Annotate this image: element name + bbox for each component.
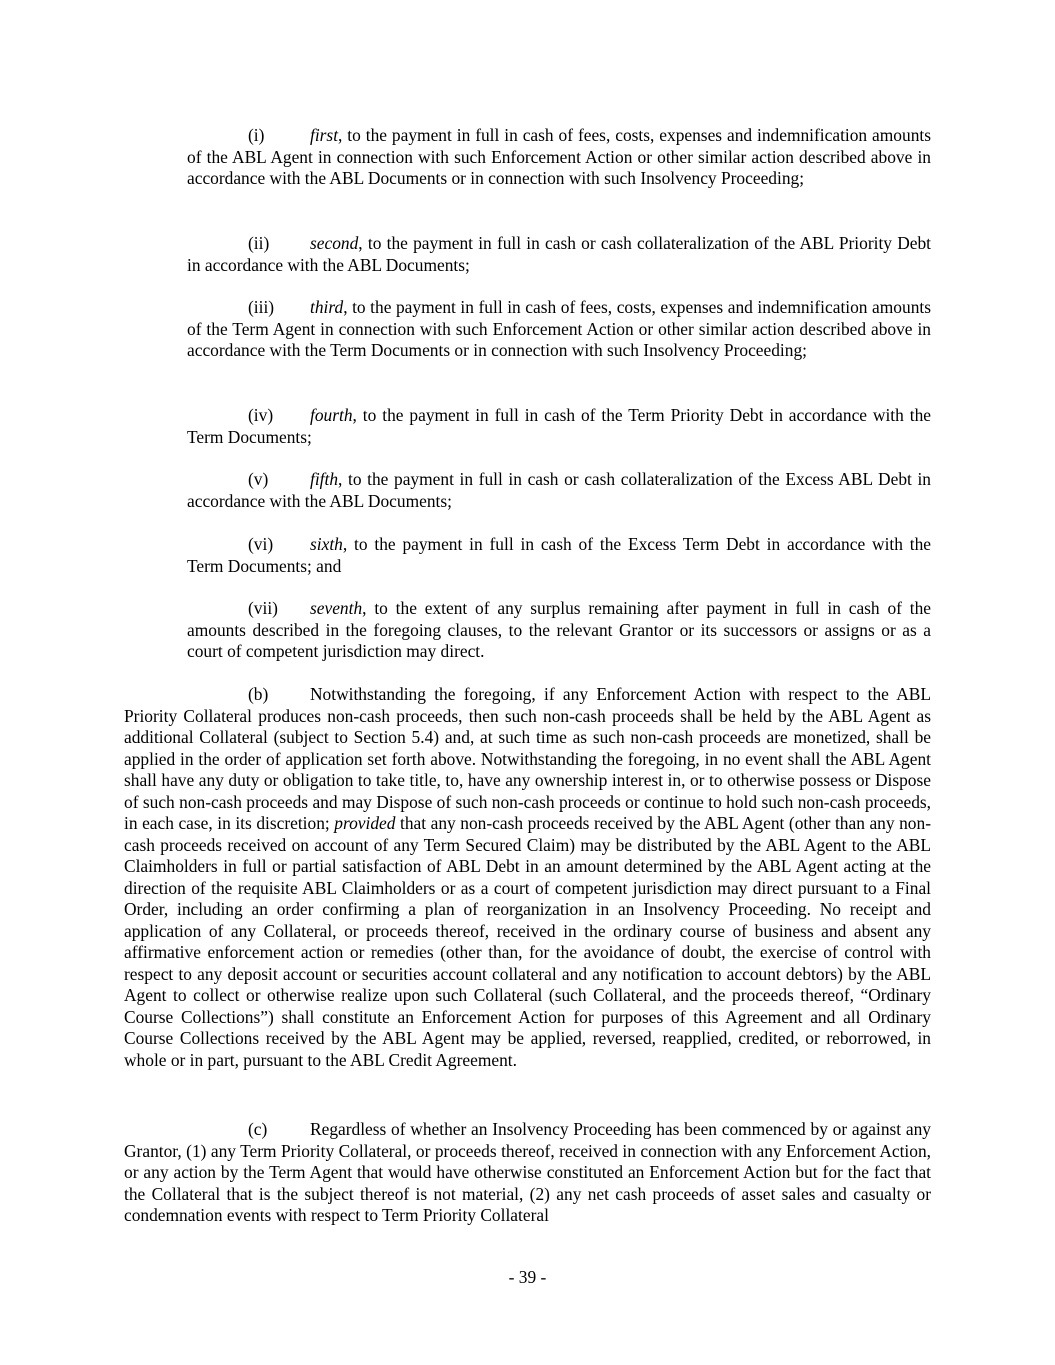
clause-text: , to the payment in full in cash or cash collateralization of the Excess ABL Debt in accordance with the ABL Documents; (187, 469, 931, 511)
clause-lead-word: second (310, 233, 359, 253)
page-number: - 39 - (508, 1267, 547, 1287)
paragraph-number: (b) (248, 684, 269, 704)
paragraph-italic-word: provided (334, 813, 396, 833)
clause-number: (i) (248, 125, 265, 145)
paragraph-text-continued: that any non-cash proceeds received by the ABL Agent (other than any non-cash proceeds received on account of any Term Secured Claim) may be distributed by the ABL Agent to the ABL Claimholders in full or partial satisfaction of ABL Debt in an amount determined by the ABL Agent acting at the direction of the requisite ABL Claimholders or as a court of competent jurisdiction may direct pursuant to a Final Order, including an order confirming a plan of reorganization in an Insolvency Proceeding. No receipt and application of any Collateral, or proceeds thereof, received in the ordinary course of business and absent any affirmative enforcement action or remedies (other than, for the avoidance of doubt, the exercise of control with respect to any deposit account or securities account collateral and any notification to account debtors) by the ABL Agent to collect or otherwise realize upon such Collateral (such Collateral, and the proceeds thereof, “Ordinary Course Collections”) shall constitute an Enforcement Action for purposes of this Agreement and all Ordinary Course Collections received by the ABL Agent may be applied, reversed, reapplied, credited, or reborrowed, in whole or in part, pursuant to the ABL Credit Agreement. (124, 813, 931, 1070)
clause-text: , to the payment in full in cash of the Excess Term Debt in accordance with the Term Documents; and (187, 534, 931, 576)
clause-iii (187, 297, 931, 362)
paragraph-c (124, 1119, 931, 1227)
clause-number: (ii) (248, 233, 270, 253)
clause-lead-word: first (310, 125, 339, 145)
clause-text: , to the extent of any surplus remaining after payment in full in cash of the amounts described in the foregoing clauses, to the relevant Grantor or its successors or assigns or as a court of competent jurisdiction may direct. (187, 598, 931, 661)
clause-i (187, 125, 931, 190)
clause-text: , to the payment in full in cash of fees, costs, expenses and indemnification amounts of the Term Agent in connection with such Enforcement Action or other similar action described above in accordance with the Term Documents or in connection with such Insolvency Proceeding; (187, 297, 931, 360)
paragraph-text: Notwithstanding the foregoing, if any Enforcement Action with respect to the ABL Priority Collateral produces non-cash proceeds, then such non-cash proceeds shall be held by the ABL Agent as additional Collateral (subject to Section 5.4) and, at such time as such non-cash proceeds are monetized, shall be applied in the order of application set forth above. Notwithstanding the foregoing, in no event shall the ABL Agent shall have any duty or obligation to take title, to, have any ownership interest in, or to otherwise possess or Dispose of such non-cash proceeds and may Dispose of such non-cash proceeds or continue to hold such non-cash proceeds, in each case, in its discretion; (124, 684, 931, 833)
clause-number: (iv) (248, 405, 274, 425)
paragraph-b (124, 684, 931, 1071)
clause-iv (187, 405, 931, 448)
clause-ii (187, 233, 931, 276)
clause-number: (vi) (248, 534, 274, 554)
clause-number: (v) (248, 469, 269, 489)
clause-lead-word: fifth (310, 469, 339, 489)
clause-lead-word: seventh (310, 598, 363, 618)
paragraph-number: (c) (248, 1119, 268, 1139)
clause-vii (187, 598, 931, 663)
clause-lead-word: fourth (310, 405, 353, 425)
clause-number: (iii) (248, 297, 275, 317)
clause-text: , to the payment in full in cash or cash collateralization of the ABL Priority Debt in accordance with the ABL Documents; (187, 233, 931, 275)
clause-v (187, 469, 931, 512)
clause-vi (187, 534, 931, 577)
clause-text: , to the payment in full in cash of the Term Priority Debt in accordance with the Term Documents; (187, 405, 931, 447)
clause-lead-word: sixth (310, 534, 343, 554)
paragraph-text: Regardless of whether an Insolvency Proceeding has been commenced by or against any Grantor, (1) any Term Priority Collateral, or proceeds thereof, received in connection with any Enforcement Action, or any action by the Term Agent that would have otherwise constituted an Enforcement Action but for the fact that the Collateral that is the subject thereof is not material, (2) any net cash proceeds of asset sales and casualty or condemnation events with respect to Term Priority Collateral (124, 1119, 931, 1225)
clause-number: (vii) (248, 598, 278, 618)
clause-lead-word: third (310, 297, 344, 317)
clause-text: , to the payment in full in cash of fees, costs, expenses and indemnification amounts of the ABL Agent in connection with such Enforcement Action or other similar action described above in accordance with the ABL Documents or in connection with such Insolvency Proceeding; (187, 125, 931, 188)
